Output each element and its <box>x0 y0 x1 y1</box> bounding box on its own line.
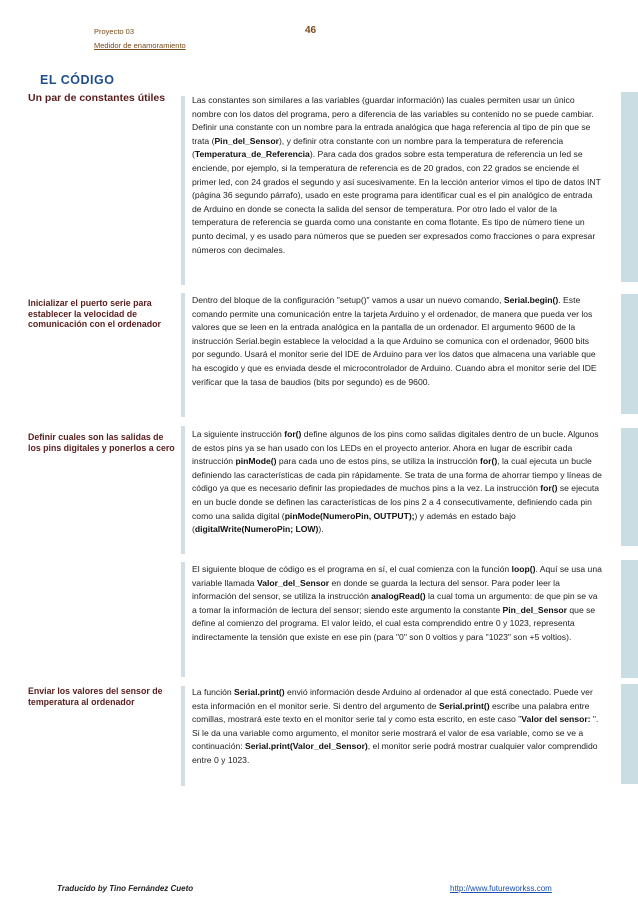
text-run: ). Para cada dos grados sobre esta temperatura de referencia un led se enciende, por ejemplo, si la temperatura de referencia es de 20 grados, con 22 grados se enciende el primer led, con 24 grados el segundo y así sucesivamente. En la lección anterior vimos el tipo de datos INT (página 36 segundo párrafo), usado en este programa para identificar cual es el pin analógico de entrada de Arduino en donde se conecta la salida del sensor de temperatura. Por otro lado el valor de la temperatura de referencia se guarda como una constante en coma flotante. Es tipo de número tiene un punto decimal, y es usado para números que se pueden ser expresados como fracciones o para expresar números con decimales. <box>192 149 601 255</box>
text-run: se ejecuta en un bucle donde se definen las características de los pins 2 a 4 consecutivamente, definiendo cada pin como una salida digital ( <box>192 483 600 521</box>
code-term: for() <box>284 429 302 439</box>
text-run: . Este comando permite una comunicación entre la tarjeta Arduino y el ordenador, de manera que pueda ver los valores que se leen en la entrada analógica en la pantalla de un ordenador. El argumento 9600 de la instrucción Serial.begin establece la velocidad a la que Arduino se comunica con el ordenador, 9600 bits por segundo. Usará el monitor serie del IDE de Arduino para ver los datos que almacena una variable que ha escogido y que es enviada desde el microcontrolador de Arduino. Cuando abra el monitor serie del IDE verificar que la tasa de baudios (bits por segundo) es de 9600. <box>192 295 597 387</box>
divider-line-3 <box>181 426 185 554</box>
divider-line-4 <box>181 562 185 677</box>
text-run: La función <box>192 687 235 697</box>
code-term: loop() <box>511 564 536 574</box>
code-term: for() <box>540 483 558 494</box>
text-run: El siguiente bloque de código es el programa en sí, el cual comienza con la función <box>192 564 512 574</box>
text-run: , la cual ejecuta un bucle definiendo las características de cada pin rápidamente. Se trata de una forma de ahorrar tiempo y líneas de código ya que es necesario definir las propiedades de muchos pins a la vez. La instrucción <box>192 456 602 494</box>
code-term: Serial.print(Valor_del_Sensor) <box>245 741 368 752</box>
side-tab-2 <box>621 294 638 414</box>
paragraph <box>192 294 602 389</box>
text-run: escribe una palabra entre comillas, mostrará este texto en el monitor serie tal y como esta escrito, en este caso " <box>192 700 590 725</box>
text-run: , el monitor serie podrá mostrar cualquier valor comprendido entre 0 y 1023. <box>192 741 598 765</box>
divider-line-2 <box>181 293 185 417</box>
website-link[interactable]: http://www.futureworkss.com <box>450 884 552 893</box>
code-term: Pin_del_Sensor <box>214 135 279 146</box>
code-term: Valor del sensor: <box>521 714 591 725</box>
code-term: Valor_del_Sensor <box>256 577 330 588</box>
code-term: analogRead() <box>371 591 426 602</box>
code-term: Serial.begin() <box>503 295 559 305</box>
side-heading: Enviar los valores del sensor de temperatura al ordenador <box>28 686 163 707</box>
side-tab-4 <box>621 560 638 678</box>
project-label: Proyecto 03 <box>94 27 135 36</box>
text-run: ). <box>318 524 324 535</box>
text-run: La siguiente instrucción <box>192 429 285 439</box>
paragraph <box>192 686 602 768</box>
code-term: for() <box>480 456 498 467</box>
side-heading: Un par de constantes útiles <box>28 92 166 104</box>
text-run: que se define al comienzo del programa. El valor leído, el cual esta comprendido entre 0 y 1023, representa indirectamente la tensión que existe en ese pin (para "0" son 0 voltios y para "1023" son +5 voltios). <box>192 604 596 642</box>
paragraph <box>192 563 602 645</box>
text-run: Las constantes son similares a las variables (guardar información) las cuales permiten usar un único nombre con los datos del programa, pero a diferencia de las variables su contenido no se puede cambiar. Definir una constante con un nombre para la entrada analógica que haga referencia al tipo de pin que se trata ( <box>192 95 594 146</box>
text-run: en donde se guarda la lectura del sensor. Para poder leer la información del sensor, se utiliza la instrucción <box>192 577 560 602</box>
text-run: . Aquí se usa una variable llamada <box>192 564 602 588</box>
text-run: ), y definir otra constante con un nombre para la temperatura de referencia ( <box>192 135 564 160</box>
code-term: Serial.print() <box>438 700 490 711</box>
side-tab-1 <box>621 92 638 282</box>
code-term: pinMode(NumeroPin, OUTPUT); <box>284 510 415 521</box>
code-term: digitalWrite(NumeroPin; LOW) <box>194 524 319 535</box>
code-term: Pin_del_Sensor <box>502 604 567 615</box>
translator-credit: Traducido by Tino Fernández Cueto <box>57 884 194 893</box>
divider-line-5 <box>181 686 185 786</box>
project-subtitle: Medidor de enamoramiento <box>94 41 186 50</box>
text-run: envió información desde Arduino al ordenador al que está conectado. Puede ver esta información en el monitor serie. Si dentro del argumento de <box>192 687 593 711</box>
divider-line-1 <box>181 96 185 285</box>
paragraph <box>192 428 602 537</box>
text-run: para cada uno de estos pins, se utiliza la instrucción <box>276 456 481 467</box>
text-run: Dentro del bloque de la configuración "setup()" vamos a usar un nuevo comando, <box>192 295 504 305</box>
code-term: pinMode() <box>235 456 277 467</box>
side-tab-3 <box>621 428 638 546</box>
text-run: ) y además en estado bajo ( <box>192 510 516 535</box>
section-title: EL CÓDIGO <box>40 73 115 87</box>
code-term: Temperatura_de_Referencia <box>194 149 310 160</box>
code-term: Serial.print() <box>234 687 285 697</box>
text-run: define algunos de los pins como salidas digitales dentro de un bucle. Algunos de estos pins ya se han usado con los LEDs en el proyecto anterior. Ahora en lugar de escribir cada instrucción <box>192 429 599 467</box>
paragraph <box>192 94 602 257</box>
page-number: 46 <box>305 25 317 36</box>
side-heading: Definir cuales son las salidas de los pins digitales y ponerlos a cero <box>28 432 175 453</box>
side-tab-5 <box>621 684 638 784</box>
text-run: ". Si le da una variable como argumento, el monitor serie mostrará el valor de esa variable, como se ve a continuación: <box>192 714 599 752</box>
text-run: la cual toma un argumento: de que pin se va a tomar la información de lectura del sensor; siendo este argumento la constante <box>192 591 598 615</box>
side-heading: Inicializar el puerto serie para establecer la velocidad de comunicación con el ordenador <box>28 298 161 329</box>
